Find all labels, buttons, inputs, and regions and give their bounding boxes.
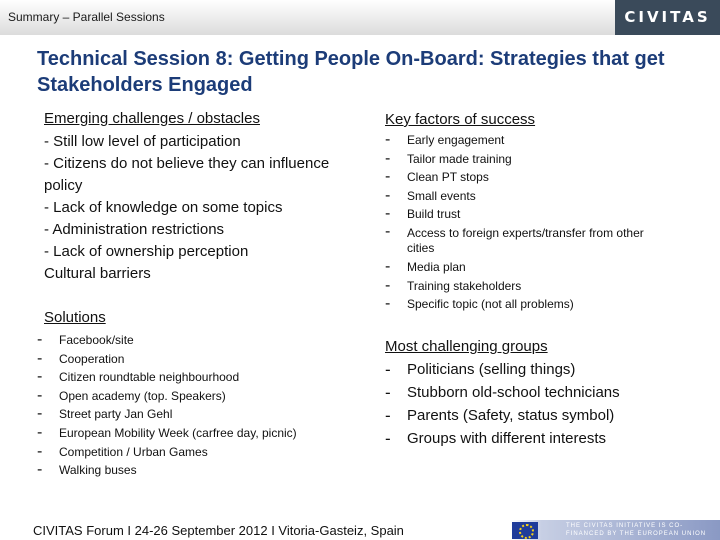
list-item	[385, 150, 645, 169]
key-factor-text: Small events	[407, 188, 476, 203]
key-factor-text: Clean PT stops	[407, 170, 489, 185]
group-text: Stubborn old-school technicians	[407, 384, 620, 401]
key-factors-list	[385, 131, 645, 314]
groups-heading: Most challenging groups	[385, 338, 548, 355]
list-item	[37, 331, 337, 350]
dash-marker: -	[37, 349, 43, 367]
solution-text: Cooperation	[59, 351, 125, 366]
key-factor-text: Early engagement	[407, 133, 505, 147]
dash-marker: -	[37, 442, 43, 460]
list-item	[37, 443, 337, 462]
dash-marker: -	[385, 257, 391, 275]
list-item	[385, 168, 645, 187]
eu-flag-icon	[512, 522, 538, 539]
list-item	[37, 424, 337, 443]
dash-marker: -	[385, 149, 391, 167]
dash-marker: -	[385, 131, 391, 148]
challenge-line: - Citizens do not believe they can influence policy	[44, 155, 330, 194]
dash-marker: -	[37, 405, 43, 423]
list-item	[37, 405, 337, 424]
list-item	[37, 368, 337, 387]
key-factor-text: Access to foreign experts/transfer from other cities	[407, 225, 644, 255]
dash-marker: -	[37, 423, 43, 441]
dash-marker: -	[385, 276, 391, 294]
solution-text: Open academy (top. Speakers)	[59, 388, 226, 403]
list-item	[385, 277, 645, 296]
list-item	[37, 461, 337, 480]
challenge-line: - Lack of ownership perception	[44, 243, 249, 260]
dash-marker: -	[385, 168, 391, 186]
list-item	[37, 350, 337, 369]
solutions-heading: Solutions	[44, 309, 106, 326]
dash-marker: -	[37, 368, 43, 386]
footer-text: CIVITAS Forum I 24-26 September 2012 I Vitoria-Gasteiz, Spain	[33, 523, 404, 538]
list-item	[385, 358, 685, 381]
header-title: Summary – Parallel Sessions	[8, 10, 165, 24]
dash-marker: -	[385, 295, 391, 313]
challenge-line: - Administration restrictions	[44, 221, 225, 238]
solution-text: Citizen roundtable neighbourhood	[59, 370, 240, 385]
dash-marker: -	[385, 406, 391, 425]
list-item	[385, 381, 685, 404]
dash-marker: -	[385, 360, 391, 379]
list-item	[385, 427, 685, 450]
slide-title: Technical Session 8: Getting People On-Board: Strategies that get Stakeholders Engaged	[37, 48, 665, 96]
dash-marker: -	[37, 386, 43, 404]
solution-text: Facebook/site	[59, 333, 134, 347]
dash-marker: -	[37, 331, 43, 348]
key-factor-text: Media plan	[407, 259, 466, 274]
eu-cofinance-text: THE CIVITAS INITIATIVE IS CO-FINANCED BY THE EUROPEAN UNION	[566, 523, 707, 537]
group-text: Parents (Safety, status symbol)	[407, 407, 615, 424]
key-factor-text: Training stakeholders	[407, 278, 522, 293]
header-bar	[0, 0, 720, 35]
challenges-heading: Emerging challenges / obstacles	[44, 110, 260, 127]
challenge-line: Cultural barriers	[44, 265, 151, 282]
challenge-line: - Lack of knowledge on some topics	[44, 199, 283, 216]
list-item	[385, 187, 645, 206]
dash-marker: -	[37, 461, 43, 479]
list-item	[385, 131, 645, 150]
list-item	[385, 258, 645, 277]
key-factor-text: Specific topic (not all problems)	[407, 297, 574, 312]
dash-marker: -	[385, 205, 391, 223]
dash-marker: -	[385, 186, 391, 204]
key-factors-heading: Key factors of success	[385, 111, 536, 128]
solutions-list	[37, 331, 337, 480]
solution-text: Competition / Urban Games	[59, 444, 208, 459]
challenges-list	[44, 131, 334, 285]
list-item	[37, 387, 337, 406]
list-item	[385, 224, 645, 258]
key-factor-text: Build trust	[407, 207, 461, 222]
solution-text: Walking buses	[59, 463, 137, 478]
dash-marker: -	[385, 429, 391, 448]
list-item	[385, 404, 685, 427]
solution-text: European Mobility Week (carfree day, picnic)	[59, 425, 297, 440]
list-item	[385, 295, 645, 314]
group-text: Politicians (selling things)	[407, 361, 576, 378]
civitas-logo: CIVITAS	[615, 0, 720, 35]
key-factor-text: Tailor made training	[407, 151, 512, 166]
groups-list	[385, 358, 685, 450]
solution-text: Street party Jan Gehl	[59, 407, 173, 422]
challenge-line: - Still low level of participation	[44, 133, 241, 150]
dash-marker: -	[385, 383, 391, 402]
dash-marker: -	[385, 222, 391, 240]
list-item	[385, 205, 645, 224]
group-text: Groups with different interests	[407, 430, 606, 447]
